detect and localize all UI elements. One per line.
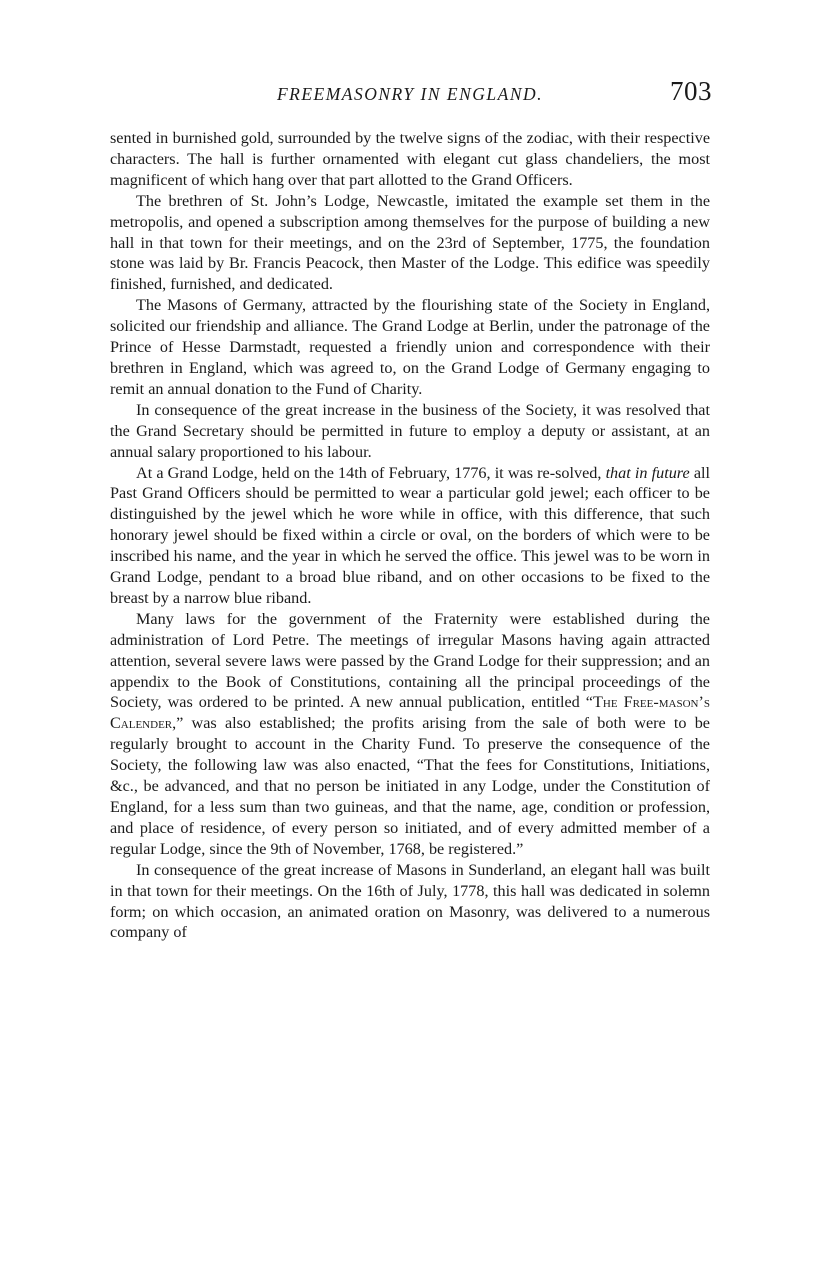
- running-head: [110, 76, 712, 114]
- paragraph-germany-masons: [110, 295, 710, 400]
- paragraph-continued: [110, 128, 710, 191]
- paragraph-text: In consequence of the great increase in the business of the Society, it was resolved that the Grand Secretary should be permitted in future to employ a deputy or assistant, at an annual salary proportioned to his labour.: [110, 400, 710, 461]
- paragraph-newcastle-lodge: [110, 191, 710, 296]
- paragraph-text: Many laws for the government of the Fraternity were established during the administration of Lord Petre. The meetings of irregular Masons having again attracted attention, several severe laws were passed by the Grand Lodge for their suppression; and an appendix to the Book of Constitutions, containing all the principal proceedings of the Society, was ordered to be printed. A new annual publication, entitled “: [110, 609, 710, 712]
- paragraph-grand-secretary: [110, 400, 710, 463]
- paragraph-lord-petre-laws: [110, 609, 710, 860]
- paragraph-past-grand-officers: [110, 463, 710, 609]
- page-number: 703: [670, 76, 712, 106]
- book-page: [110, 76, 712, 943]
- paragraph-text: The Masons of Germany, attracted by the flourishing state of the Society in England, solicited our friendship and alliance. The Grand Lodge at Berlin, under the patronage of the Prince of Hesse Darmstadt, requested a friendly union and correspondence with their brethren in England, which was agreed to, on the Grand Lodge of Germany engaging to remit an annual donation to the Fund of Charity.: [110, 296, 710, 398]
- body-text: [110, 128, 710, 943]
- running-title: FREEMASONRY IN ENGLAND.: [276, 84, 544, 104]
- paragraph-text: all Past Grand Officers should be permitted to wear a particular gold jewel; each officer to be distinguished by the jewel which he wore while in office, with this difference, that such honorary jewel should be fixed within a circle or oval, on the borders of which were to be inscribed his name, and the year in which he served the office. This jewel was to be worn in Grand Lodge, pendant to a broad blue riband, and on other occasions to be fixed to the breast by a narrow blue riband.: [110, 463, 711, 607]
- paragraph-text: In consequence of the great increase of Masons in Sunderland, an elegant hall was built in that town for their meetings. On the 16th of July, 1778, this hall was dedicated in solemn form; on which occasion, an animated oration on Masonry, was delivered to a numerous company of: [110, 860, 710, 942]
- publication-title: The Free-mason’s Calender,: [110, 693, 710, 733]
- paragraph-italic: that in future: [605, 463, 690, 482]
- paragraph-text: The brethren of St. John’s Lodge, Newcastle, imitated the example set them in the metropolis, and opened a subscription among themselves for the purpose of building a new hall in that town for their meetings, and on the 23rd of September, 1775, the foundation stone was laid by Br. Francis Peacock, then Master of the Lodge. This edifice was speedily finished, furnished, and dedicated.: [110, 191, 710, 294]
- paragraph-sunderland-hall: [110, 860, 710, 944]
- paragraph-text: ” was also established; the profits arising from the sale of both were to be regularly brought to account in the Charity Fund. To preserve the consequence of the Society, the following law was also enacted, “That the fees for Constitutions, Initiations, &c., be advanced, and that no person be initiated in any Lodge, under the Constitution of England, for a less sum than two guineas, and that the name, age, condition or profession, and place of residence, of every person so initiated, and of every admitted member of a regular Lodge, since the 9th of November, 1768, be registered.”: [110, 714, 710, 858]
- paragraph-text: sented in burnished gold, surrounded by the twelve signs of the zodiac, with their respective characters. The hall is further ornamented with elegant cut glass chandeliers, the most magnificent of which hang over that part allotted to the Grand Officers.: [110, 129, 710, 189]
- paragraph-text: At a Grand Lodge, held on the 14th of February, 1776, it was re-solved,: [136, 463, 606, 482]
